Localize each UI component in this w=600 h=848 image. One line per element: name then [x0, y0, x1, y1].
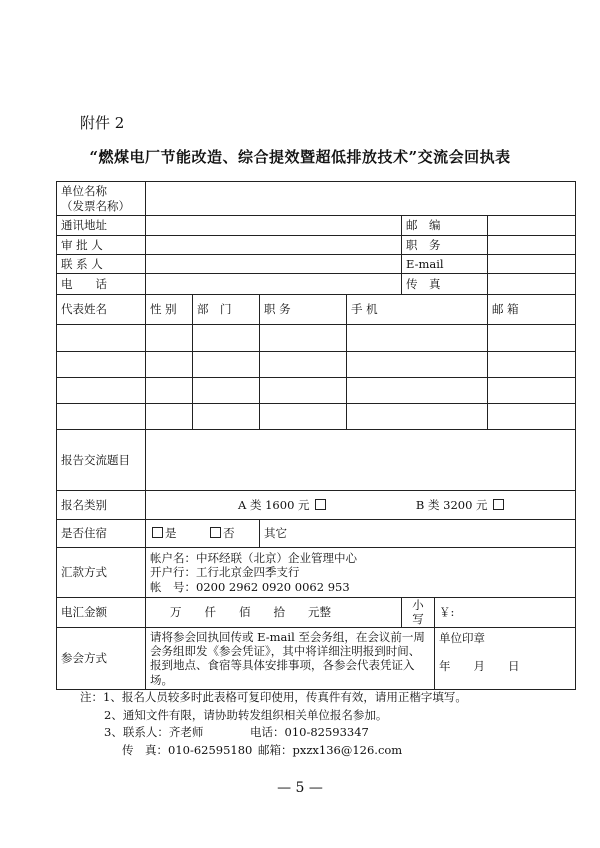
phone-field[interactable] — [146, 274, 402, 295]
attachment-label: 附件 2 — [80, 114, 125, 132]
account-name: 帐户名：中环经联（北京）企业管理中心 — [150, 550, 357, 565]
mailbox-header: 邮 箱 — [488, 295, 576, 325]
reg-type-label: 报名类别 — [57, 491, 146, 520]
notes — [80, 689, 467, 759]
registration-form-table — [56, 181, 576, 690]
reg-b-checkbox[interactable] — [493, 499, 504, 510]
seal-label: 单位印章 — [439, 630, 485, 645]
reg-b-label: B 类 3200 元 — [415, 497, 488, 512]
contact-phone: 电话：010-82593347 — [250, 725, 369, 739]
unit-name-field[interactable] — [146, 182, 576, 216]
lodging-options — [146, 520, 260, 548]
form-title: “燃煤电厂节能改造、综合提效暨超低排放技术”交流会回执表 — [89, 148, 511, 166]
report-topic-field[interactable] — [146, 430, 576, 491]
rep-name-header: 代表姓名 — [57, 295, 146, 325]
seal-area[interactable] — [435, 627, 576, 689]
page-number: — 5 — — [277, 780, 323, 796]
rep-row[interactable] — [57, 325, 576, 352]
lodging-label: 是否住宿 — [57, 520, 146, 548]
fax-field[interactable] — [488, 274, 576, 295]
rep-row[interactable] — [57, 404, 576, 430]
reg-a-checkbox[interactable] — [315, 499, 326, 510]
date-label: 年 月 日 — [439, 659, 520, 674]
remit-details — [146, 548, 576, 598]
gender-header: 性 别 — [146, 295, 193, 325]
lodging-no-checkbox[interactable] — [210, 527, 221, 538]
email-label: E-mail — [402, 255, 488, 274]
approver-label: 审 批 人 — [57, 236, 146, 255]
rep-row[interactable] — [57, 378, 576, 404]
note-3 — [80, 724, 467, 742]
rep-row[interactable] — [57, 352, 576, 378]
position-label: 职 务 — [402, 236, 488, 255]
account-number: 帐 号：0200 2962 0920 0062 953 — [150, 579, 350, 594]
position-field[interactable] — [488, 236, 576, 255]
note-1: 注：1、报名人员较多时此表格可复印使用，传真件有效，请用正楷字填写。 — [80, 690, 467, 704]
attend-method-text: 请将参会回执回传或 E-mail 至会务组，在会议前一周会务组即发《参会凭证》，其中将详细注明报到时间、报到地点、食宿等具体安排事项，各参会代表凭证入场。 — [146, 627, 435, 689]
contact-email: 邮箱：pxzx136@126.com — [258, 742, 403, 757]
address-field[interactable] — [146, 216, 402, 236]
postcode-label: 邮 编 — [402, 216, 488, 236]
reg-a-label: A 类 1600 元 — [238, 497, 310, 512]
lodging-no-label: 否 — [223, 526, 235, 541]
lodging-yes-label: 是 — [165, 526, 177, 541]
contact-person: 3、联系人：齐老师 — [104, 725, 204, 739]
unit-name-label: 单位名称 （发票名称） — [57, 182, 146, 216]
lowercase-amount-field[interactable]: ￥: — [435, 598, 576, 628]
contact-field[interactable] — [146, 255, 402, 274]
lodging-other-field[interactable] — [260, 520, 576, 548]
remit-amount-label: 电汇金额 — [57, 598, 146, 628]
contact-fax: 传 真：010-62595180 — [122, 742, 253, 757]
address-label: 通讯地址 — [57, 216, 146, 236]
reg-type-options — [146, 491, 576, 520]
mobile-header: 手 机 — [347, 295, 488, 325]
remit-method-label: 汇款方式 — [57, 548, 146, 598]
lowercase-label: 小 写 — [402, 598, 435, 628]
job-header: 职 务 — [260, 295, 347, 325]
phone-label: 电 话 — [57, 274, 146, 295]
amount-units-field[interactable]: 万 仟 佰 拾 元整 — [146, 598, 402, 628]
attend-method-label: 参会方式 — [57, 627, 146, 689]
postcode-field[interactable] — [488, 216, 576, 236]
note-2: 2、通知文件有限，请协助转发组织相关单位报名参加。 — [104, 707, 388, 722]
bank-name: 开户行：工行北京金四季支行 — [150, 565, 300, 580]
dept-header: 部 门 — [193, 295, 260, 325]
lodging-yes-checkbox[interactable] — [152, 527, 163, 538]
fax-label: 传 真 — [402, 274, 488, 295]
report-topic-label: 报告交流题目 — [57, 430, 146, 491]
contact-label: 联 系 人 — [57, 255, 146, 274]
lodging-other-label: 其它 — [264, 526, 287, 541]
email-field[interactable] — [488, 255, 576, 274]
approver-field[interactable] — [146, 236, 402, 255]
note-4 — [80, 742, 467, 760]
